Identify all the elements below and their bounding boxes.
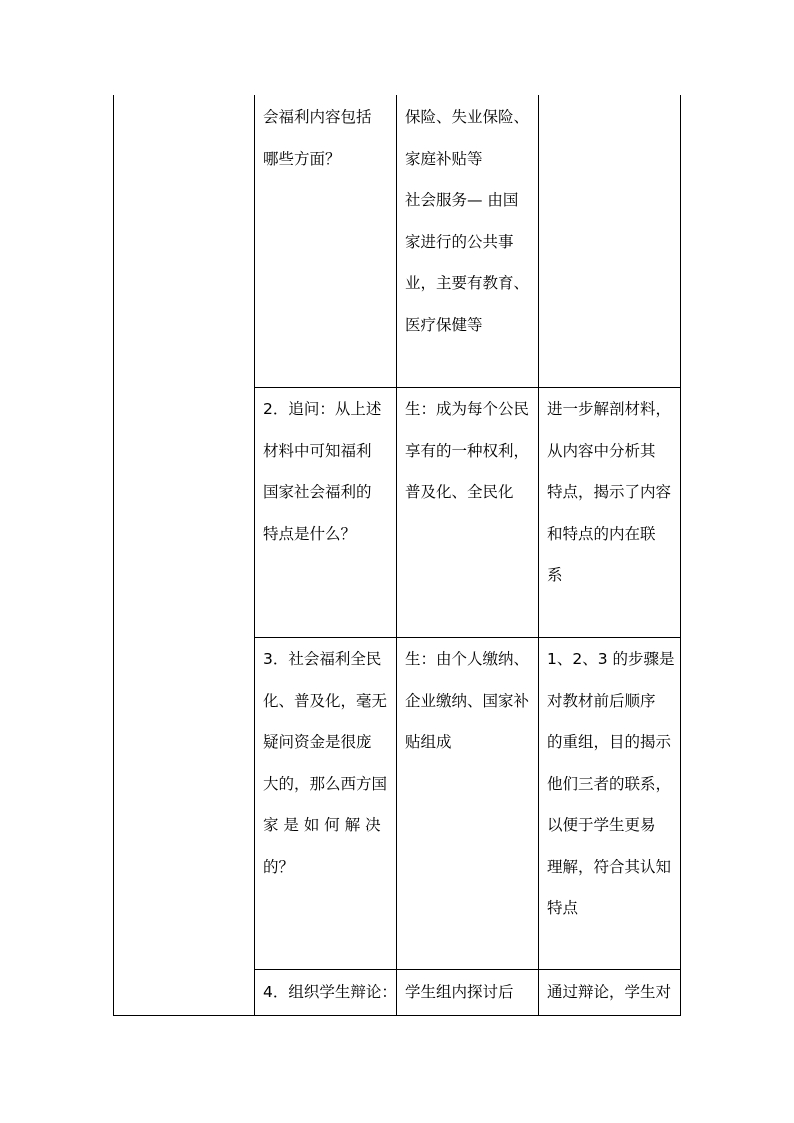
cell-line: 保险、失业保险、 bbox=[405, 108, 530, 126]
cell-line: 会福利内容包括 bbox=[263, 108, 372, 126]
cell-line: 贴组成 bbox=[405, 733, 452, 751]
cell-line: 家进行的公共事 bbox=[405, 232, 514, 251]
table-border-right bbox=[680, 95, 681, 1016]
cell-line: 特点，揭示了内容 bbox=[547, 483, 672, 501]
table-divider-col3 bbox=[538, 95, 539, 1016]
cell-line: 特点 bbox=[547, 899, 579, 917]
cell-line: 1、2、3 的步骤是 bbox=[547, 650, 675, 668]
cell-line: 疑问资金是很庞 bbox=[263, 733, 372, 751]
table-divider-col2 bbox=[396, 95, 397, 1016]
cell-line: 化、普及化，毫无 bbox=[263, 691, 388, 710]
cell-line: 系 bbox=[547, 566, 563, 584]
table-border-bottom bbox=[113, 1015, 681, 1016]
cell-line: 材料中可知福利 bbox=[263, 441, 372, 460]
row1-question-cell bbox=[263, 97, 372, 180]
cell-line: 业，主要有教育、 bbox=[405, 274, 530, 292]
cell-line: 的重组，目的揭示 bbox=[547, 733, 672, 751]
cell-line: 大的，那么西方国 bbox=[263, 774, 388, 793]
row1-student-cell bbox=[405, 97, 529, 346]
row4-intent-cell bbox=[547, 972, 671, 1014]
cell-line: 家 是 如 何 解 决 bbox=[263, 816, 381, 834]
row3-question-cell bbox=[263, 639, 387, 888]
cell-line: 3．社会福利全民 bbox=[263, 650, 382, 668]
cell-line: 社会服务— 由国 bbox=[405, 191, 519, 209]
cell-line: 对教材前后顺序 bbox=[547, 691, 656, 710]
cell-line: 生：由个人缴纳、 bbox=[405, 650, 530, 668]
row2-intent-cell bbox=[547, 389, 671, 597]
cell-line: 从内容中分析其 bbox=[547, 441, 656, 460]
cell-line: 通过辩论，学生对 bbox=[547, 983, 672, 1001]
cell-line: 学生组内探讨后 bbox=[405, 983, 514, 1001]
cell-line: 4．组织学生辩论： bbox=[263, 983, 397, 1001]
cell-line: 哪些方面？ bbox=[263, 149, 341, 168]
row-divider-3 bbox=[254, 969, 681, 970]
cell-line: 医疗保健等 bbox=[405, 315, 483, 334]
cell-line: 进一步解剖材料， bbox=[547, 400, 672, 418]
table-border-left bbox=[113, 95, 114, 1016]
cell-line: 的？ bbox=[263, 857, 295, 876]
row2-question-cell bbox=[263, 389, 381, 555]
row3-intent-cell bbox=[547, 639, 675, 930]
row3-student-cell bbox=[405, 639, 529, 764]
cell-line: 普及化、全民化 bbox=[405, 483, 514, 501]
cell-line: 特点是什么？ bbox=[263, 524, 357, 543]
cell-line: 国家社会福利的 bbox=[263, 483, 372, 501]
cell-line: 2．追问：从上述 bbox=[263, 400, 382, 418]
cell-line: 理解，符合其认知 bbox=[547, 857, 672, 876]
row4-question-cell bbox=[263, 972, 397, 1014]
cell-line: 和特点的内在联 bbox=[547, 524, 656, 543]
cell-line: 他们三者的联系， bbox=[547, 774, 672, 793]
cell-line: 以便于学生更易 bbox=[547, 816, 656, 834]
cell-line: 企业缴纳、国家补 bbox=[405, 691, 530, 710]
cell-line: 生：成为每个公民 bbox=[405, 400, 530, 418]
row4-student-cell bbox=[405, 972, 514, 1014]
cell-line: 享有的一种权利， bbox=[405, 441, 530, 460]
row-divider-2 bbox=[254, 637, 681, 638]
cell-line: 家庭补贴等 bbox=[405, 149, 483, 168]
row2-student-cell bbox=[405, 389, 529, 514]
table-divider-col1 bbox=[254, 95, 255, 1016]
row-divider-1 bbox=[254, 387, 681, 388]
